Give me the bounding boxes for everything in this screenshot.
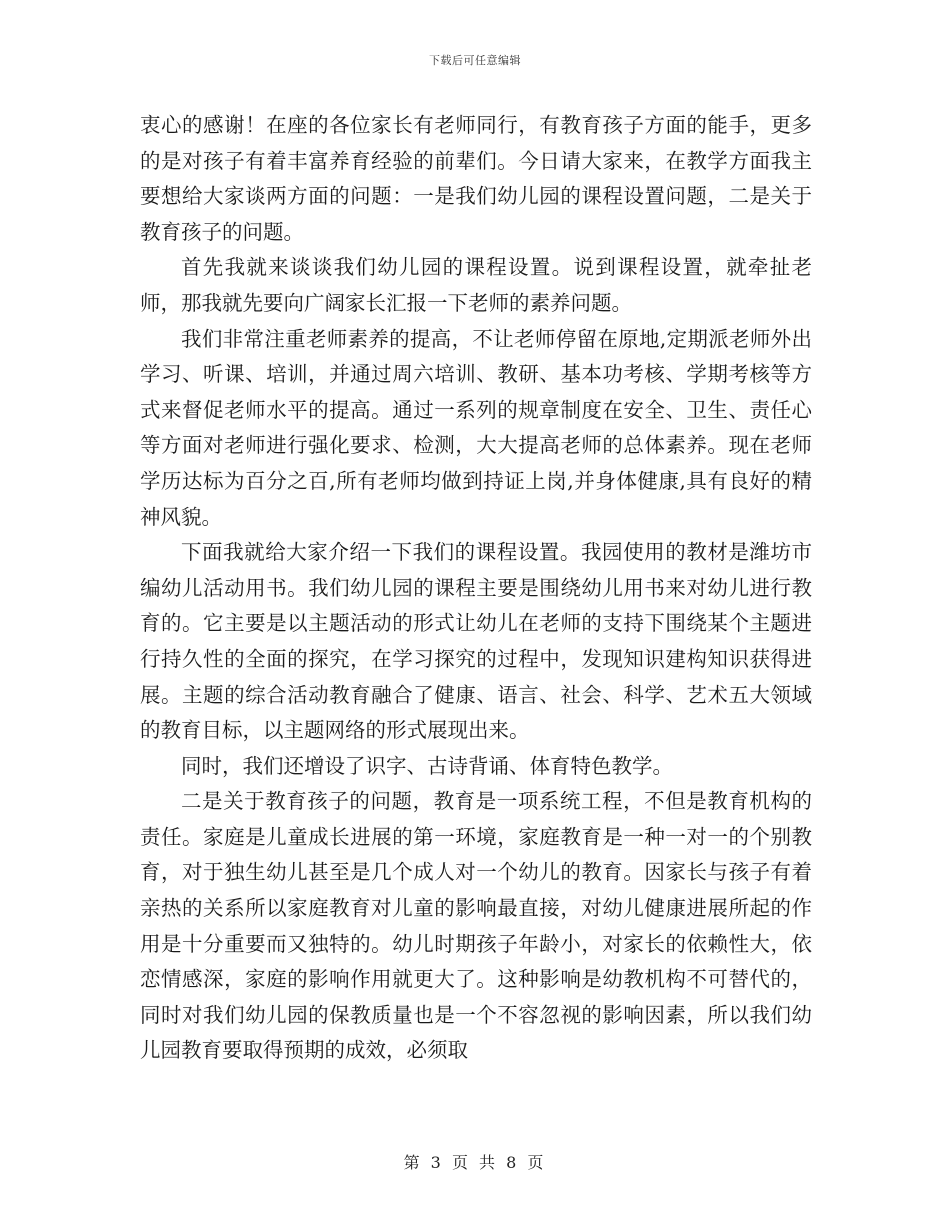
paragraph-4: 下面我就给大家介绍一下我们的课程设置。我园使用的教材是潍坊市编幼儿活动用书。我们幼儿园的课程主要是围绕幼儿用书来对幼儿进行教育的。它主要是以主题活动的形式让幼儿在老师的支持下围绕某个主题进行持久性的全面的探究，在学习探究的过程中，发现知识建构知识获得进展。主题的综合活动教育融合了健康、语言、社会、科学、艺术五大领域的教育目标，以主题网络的形式展现出来。 xyxy=(140,540,812,743)
paragraph-1: 衷心的感谢！在座的各位家长有老师同行，有教育孩子方面的能手，更多的是对孩子有着丰富养育经验的前辈们。今日请大家来，在教学方面我主要想给大家谈两方面的问题：一是我们幼儿园的课程设置问题，二是关于教育孩子的问题。 xyxy=(140,113,812,244)
document-body xyxy=(140,108,812,1069)
page-footer: 第 3 页 共 8 页 xyxy=(403,1153,547,1172)
page-header: 下载后可任意编辑 xyxy=(429,54,521,67)
paragraph-5: 同时，我们还增设了识字、古诗背诵、体育特色教学。 xyxy=(181,753,673,778)
paragraph-6: 二是关于教育孩子的问题，教育是一项系统工程，不但是教育机构的责任。家庭是儿童成长进展的第一环境，家庭教育是一种一对一的个别教育，对于独生幼儿甚至是几个成人对一个幼儿的教育。因家长与孩子有着亲热的关系所以家庭教育对儿童的影响最直接，对幼儿健康进展所起的作用是十分重要而又独特的。幼儿时期孩子年龄小，对家长的依赖性大，依恋情感深，家庭的影响作用就更大了。这种影响是幼教机构不可替代的，同时对我们幼儿园的保教质量也是一个不容忽视的影响因素，所以我们幼儿园教育要取得预期的成效，必须取 xyxy=(140,789,812,1063)
paragraph-3: 我们非常注重老师素养的提高，不让老师停留在原地,定期派老师外出学习、听课、培训，并通过周六培训、教研、基本功考核、学期考核等方式来督促老师水平的提高。通过一系列的规章制度在安全、卫生、责任心等方面对老师进行强化要求、检测，大大提高老师的总体素养。现在老师学历达标为百分之百,所有老师均做到持证上岗,并身体健康,具有良好的精神风貌。 xyxy=(140,326,812,529)
paragraph-2: 首先我就来谈谈我们幼儿园的课程设置。说到课程设置，就牵扯老师，那我就先要向广阔家长汇报一下老师的素养问题。 xyxy=(140,255,812,315)
